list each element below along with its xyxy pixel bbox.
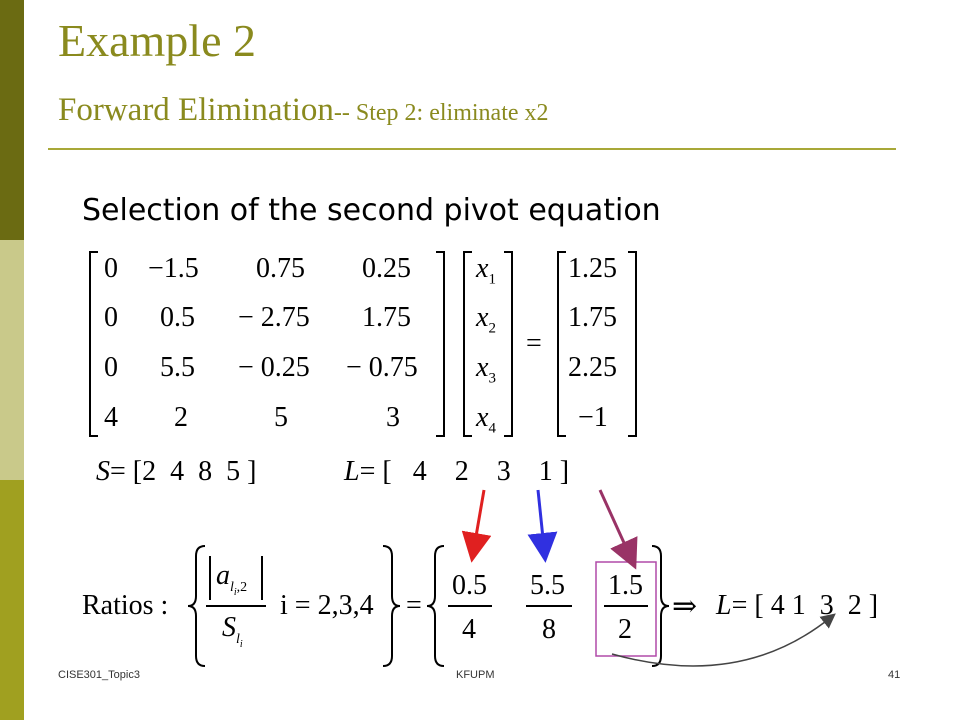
b-entry: −1 [578,402,608,433]
fraction-denominator: 8 [542,614,556,645]
slide-title: Example 2 [58,15,256,66]
fraction-denominator: 4 [462,614,476,645]
subtitle-step: Step 2: eliminate x2 [355,100,549,126]
matrix-cell: − 0.25 [238,352,310,383]
matrix-cell: − 2.75 [238,302,310,333]
b-left-bracket [558,252,566,436]
matrix-cell: 0.5 [160,302,195,333]
l-result-values: = [ 4 1 3 2 ] [731,590,879,621]
purple-arrow [600,490,630,556]
matrix-cell: −1.5 [148,253,199,284]
blue-arrow [538,490,544,548]
fraction-numerator: 1.5 [608,570,643,601]
ratios-left-brace [188,546,205,666]
matrix-cell: 1.75 [362,302,411,333]
section-heading: Selection of the second pivot equation [82,193,661,228]
l-result-label: L [716,590,732,621]
b-entry: 2.25 [568,352,617,383]
ratios-equals: = [406,590,422,621]
l-label: L [344,456,360,487]
ratio-index-condition: i = 2,3,4 [280,590,374,621]
matrix-cell: 5.5 [160,352,195,383]
subtitle-dashes: -- [333,100,356,126]
fraction-numerator: 0.5 [452,570,487,601]
b-entry: 1.75 [568,302,617,333]
matrix-cell: 0 [104,302,118,333]
matrix-cell: 5 [274,402,288,433]
fraction-denominator: 2 [618,614,632,645]
matrix-cell: 0 [104,352,118,383]
l-result [716,592,878,620]
fractions-right-brace [652,546,669,666]
matrix-right-bracket [436,252,444,436]
s-vector [96,458,256,486]
s-label: S [96,456,110,487]
matrix-cell: 0.25 [362,253,411,284]
x-right-bracket [504,252,512,436]
b-entry: 1.25 [568,253,617,284]
equals-sign: = [526,328,542,359]
matrix-cell: − 0.75 [346,352,418,383]
x-entry: $x_3$ [476,352,496,387]
ratios-label: Ratios : [82,590,169,621]
matrix-cell: 2 [174,402,188,433]
matrix-cell: 3 [386,402,400,433]
fractions-left-brace [427,546,444,666]
red-arrow [474,490,484,548]
footer-course: CISE301_Topic3 [58,669,140,681]
implies-arrow: ⇒ [672,590,698,623]
b-right-bracket [628,252,636,436]
ratios-right-brace [383,546,400,666]
x-entry: $x_4$ [476,402,496,437]
swap-curve-arrow [612,614,830,666]
x-entry: $x_2$ [476,302,496,337]
ratio-denominator: $S_{l_i}$ [222,612,243,650]
footer-page-number: 41 [888,669,901,681]
x-entry: $x_1$ [476,253,496,288]
s-values: = [2 4 8 5 ] [110,456,257,487]
l-values: = [ 4 2 3 1 ] [359,456,570,487]
matrix-left-bracket [90,252,98,436]
matrix-cell: 4 [104,402,118,433]
x-left-bracket [464,252,472,436]
subtitle-main: Forward Elimination [58,92,334,128]
matrix-cell: 0 [104,253,118,284]
ratio-numerator: $a_{l_i,2}$ [216,560,248,598]
l-vector [344,458,569,486]
matrix-cell: 0.75 [256,253,305,284]
fraction-numerator: 5.5 [530,570,565,601]
footer-institution: KFUPM [456,669,495,681]
